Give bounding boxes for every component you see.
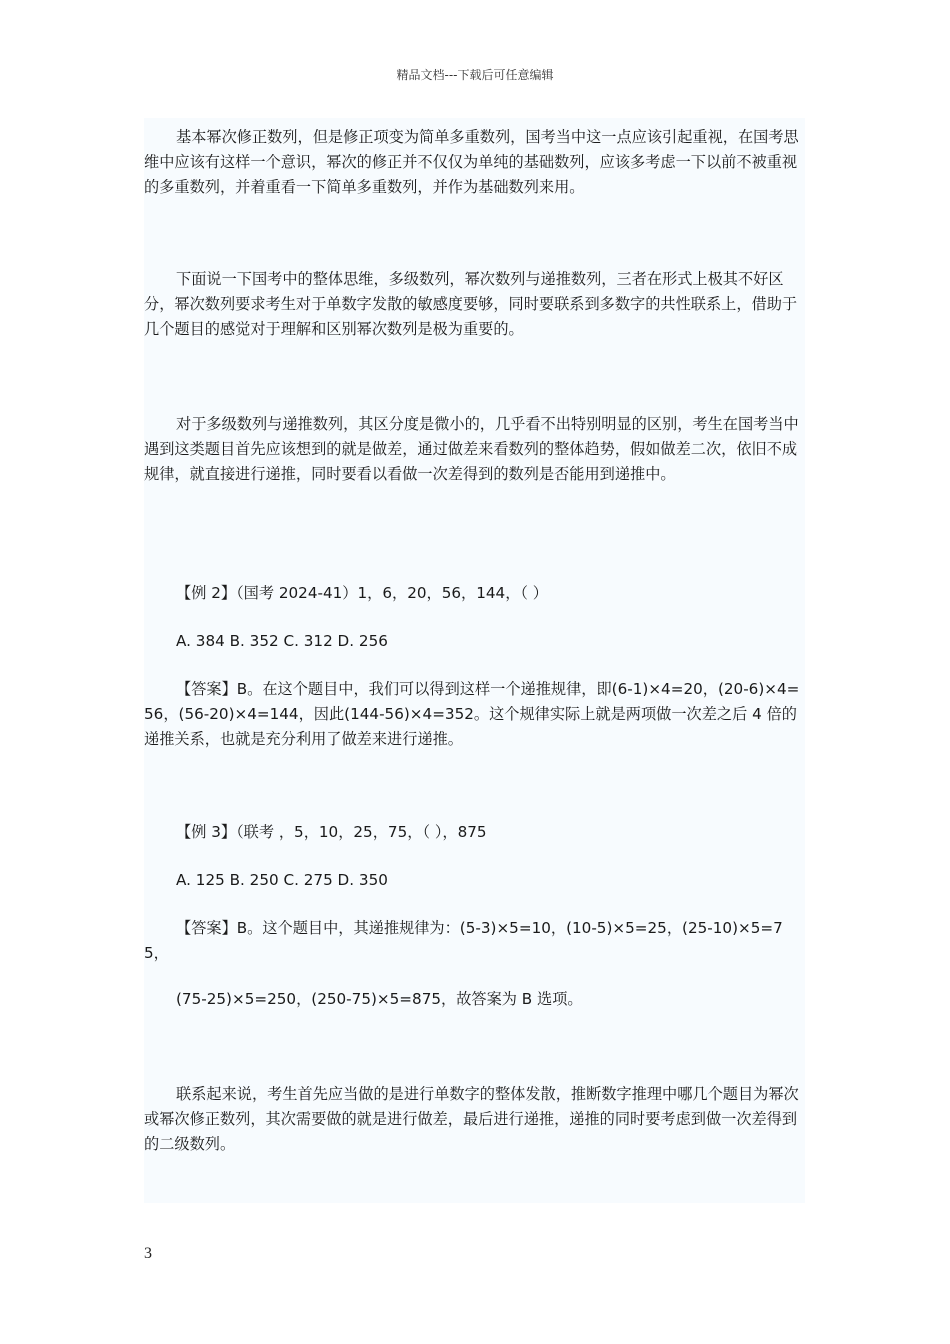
document-body [144,118,805,1203]
example-3-question: 【例 3】（联考 ，5，10，25，75，（ ），875 [176,823,487,841]
example-3-answer-continued: (75-25)×5=250，(250-75)×5=875，故答案为 B 选项。 [176,990,583,1008]
example-2-answer: 【答案】B。在这个题目中，我们可以得到这样一个递推规律，即(6-1)×4=20，(20-6)×4=56，(56-20)×4=144，因此(144-56)×4=352。这个规律实际上就是两项做一次差之后 4 倍的递推关系，也就是充分利用了做差来进行递推。 [144,680,800,748]
paragraph-multilevel-vs-recursive: 对于多级数列与递推数列，其区分度是微小的，几乎看不出特别明显的区别，考生在国考当中遇到这类题目首先应该想到的就是做差，通过做差来看数列的整体趋势，假如做差二次，依旧不成规律，就直接进行递推，同时要看以看做一次差得到的数列是否能用到递推中。 [144,415,799,483]
example-2-options: A. 384 B. 352 C. 312 D. 256 [176,632,388,650]
page-header: 精品文档---下载后可任意编辑 [396,68,554,82]
example-3-options: A. 125 B. 250 C. 275 D. 350 [176,871,388,889]
page-number: 3 [144,1245,152,1262]
example-3-answer: 【答案】B。这个题目中，其递推规律为：(5-3)×5=10，(10-5)×5=25，(25-10)×5=75， [144,919,783,962]
paragraph-summary: 联系起来说，考生首先应当做的是进行单数字的整体发散，推断数字推理中哪几个题目为幂次或幂次修正数列，其次需要做的就是进行做差，最后进行递推，递推的同时要考虑到做一次差得到的二级数列。 [144,1085,799,1153]
paragraph-overall-thinking: 下面说一下国考中的整体思维，多级数列，幂次数列与递推数列，三者在形式上极其不好区分，幂次数列要求考生对于单数字发散的敏感度要够，同时要联系到多数字的共性联系上，借助于几个题目的感觉对于理解和区别幂次数列是极为重要的。 [144,270,798,338]
example-2-question: 【例 2】（国考 2024-41）1，6，20，56，144，（ ） [176,584,548,602]
paragraph-power-series-correction: 基本幂次修正数列，但是修正项变为简单多重数列，国考当中这一点应该引起重视，在国考思维中应该有这样一个意识，幂次的修正并不仅仅为单纯的基础数列，应该多考虑一下以前不被重视的多重数列，并着重看一下简单多重数列，并作为基础数列来用。 [144,128,799,196]
